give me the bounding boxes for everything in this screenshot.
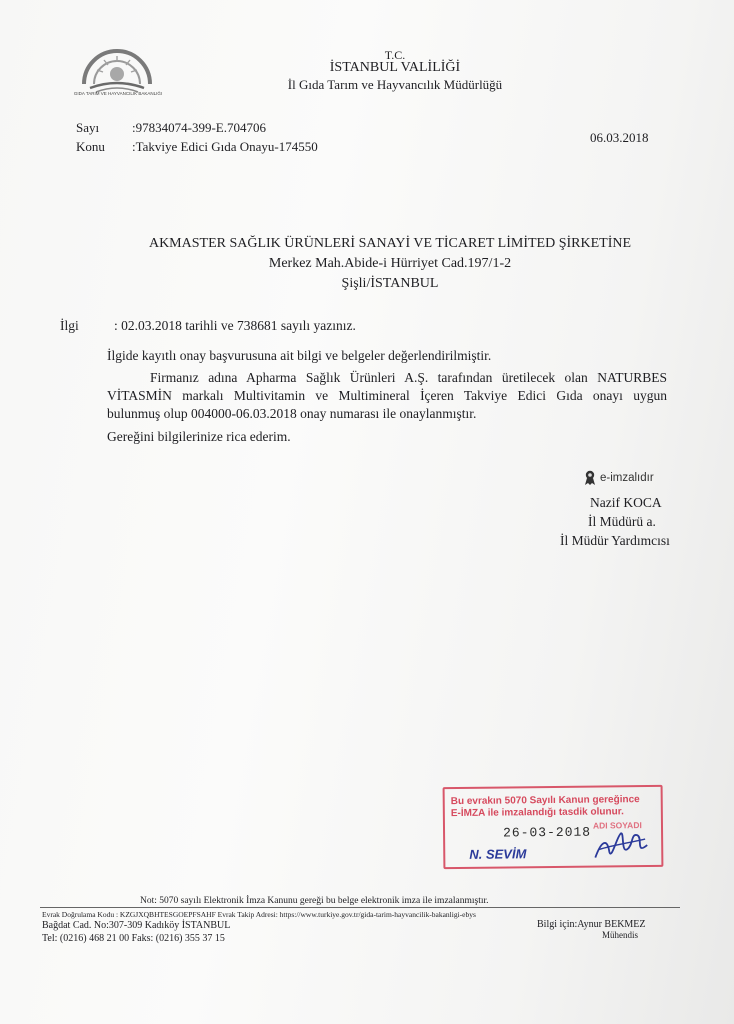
body-paragraph-3: Gereğini bilgilerinize rica ederim. [107, 429, 291, 444]
body-paragraph-2-line-3: bulunmuş olup 004000-06.03.2018 onay numarası ile onaylanmıştır. [107, 406, 477, 421]
document-date: 06.03.2018 [590, 130, 649, 145]
footer-address: Bağdat Cad. No:307-309 Kadıköy İSTANBUL [42, 920, 231, 931]
recipient-address: Merkez Mah.Abide-i Hürriyet Cad.197/1-2 [268, 256, 512, 271]
footer-contact: Bilgi için:Aynur BEKMEZ [537, 919, 646, 930]
stamp-name-label: ADI SOYADI [592, 820, 642, 831]
e-signature-badge-icon [583, 470, 597, 486]
recipient-name: AKMASTER SAĞLIK ÜRÜNLERİ SANAYİ VE TİCARET LİMİTED ŞİRKETİNE [148, 236, 632, 251]
ilgi-value: : 02.03.2018 tarihli ve 738681 sayılı yazınız. [114, 318, 356, 333]
footer-phone: Tel: (0216) 468 21 00 Faks: (0216) 355 37 15 [42, 933, 225, 944]
footer-divider [40, 907, 680, 908]
footer-verification: Evrak Doğrulama Kodu : KZGJXQBHTESGOEPFSAHF Evrak Takip Adresi: https://www.turkiye.gov.tr/gida-tarim-hayvancilik-bakanligi-ebys [42, 910, 476, 919]
handwritten-signature-icon [591, 827, 651, 864]
logo-caption: GIDA TARIM VE HAYVANCILIK BAKANLIĞI [73, 91, 163, 96]
konu-value: :Takviye Edici Gıda Onayu-174550 [132, 139, 318, 154]
stamp-official-name: N. SEVİM [469, 846, 527, 862]
e-signature-label: e-imzalıdır [600, 472, 654, 484]
body-paragraph-2-line-2: VİTASMİN markalı Multivitamin ve Multimineral İçeren Takviye Edici Gıda onayı uygun [107, 388, 667, 403]
konu-label: Konu [76, 139, 105, 154]
footer-contact-title: Mühendis [602, 930, 638, 940]
header-governorship: İSTANBUL VALİLİĞİ [329, 60, 461, 75]
stamp-line-2: E-İMZA ile imzalandığı tasdik olunur. [450, 806, 624, 820]
header-directorate: İl Gıda Tarım ve Hayvancılık Müdürlüğü [287, 77, 503, 92]
signatory-title-2: İl Müdür Yardımcısı [560, 533, 670, 548]
stamp-line-1: Bu evrakın 5070 Sayılı Kanun gereğince [450, 794, 640, 808]
recipient-city: Şişli/İSTANBUL [341, 276, 439, 291]
body-paragraph-1: İlgide kayıtlı onay başvurusuna ait bilgi ve belgeler değerlendirilmiştir. [107, 348, 492, 363]
header-tc: T.C. [384, 48, 406, 62]
signatory-title-1: İl Müdürü a. [588, 514, 656, 529]
body-paragraph-2-line-1: Firmanız adına Apharma Sağlık Ürünleri A.Ş. tarafından üretilecek olan NATURBES [150, 370, 667, 385]
stamp-date: 26-03-2018 [502, 824, 592, 841]
certification-stamp [443, 785, 664, 869]
sayi-label: Sayı [76, 120, 100, 135]
ilgi-label: İlgi [60, 318, 79, 333]
footer-note: Not: 5070 sayılı Elektronik İmza Kanunu gereği bu belge elektronik imza ile imzalanmıştır. [140, 896, 489, 906]
sayi-value: :97834074-399-E.704706 [132, 120, 266, 135]
signatory-name: Nazif KOCA [590, 495, 662, 510]
